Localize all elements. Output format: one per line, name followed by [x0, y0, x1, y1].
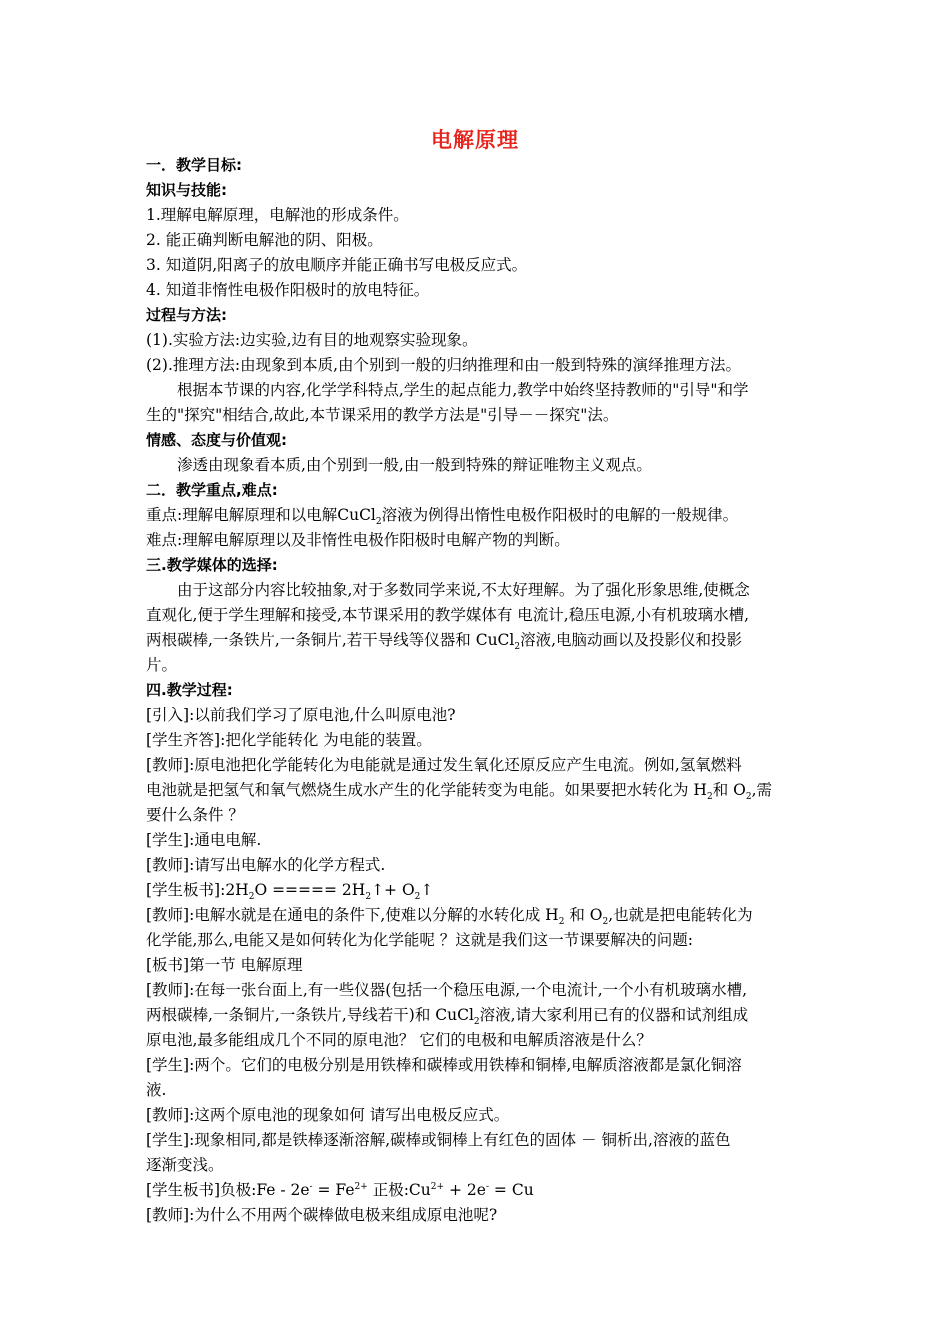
subheading-knowledge: 知识与技能: — [146, 181, 227, 199]
section-heading-objectives: 一．教学目标: — [146, 156, 242, 174]
dialogue-line: [学生齐答]:把化学能转化 为电能的装置。 — [146, 731, 432, 749]
dialogue-line: [教师]:在每一张台面上,有一些仪器(包括一个稳压电源,一个电流计,一个小有机玻璃水槽, — [146, 981, 748, 999]
dialogue-line: [教师]:为什么不用两个碳棒做电极来组成原电池呢? — [146, 1206, 498, 1224]
dialogue-line: 要什么条件 ？ — [146, 806, 244, 824]
dialogue-line: 逐渐变浅。 — [146, 1156, 224, 1174]
media-paragraph-line: 直观化,便于学生理解和接受,本节课采用的教学媒体有 电流计,稳压电源,小有机玻璃水槽, — [146, 606, 750, 624]
dialogue-line: 两根碳棒,一条铜片,一条铁片,导线若干)和 CuCl$_2$溶液,请大家利用已有的仪器和试剂组成 — [146, 1006, 749, 1028]
dialogue-line: [教师]:请写出电解水的化学方程式. — [146, 856, 386, 874]
dialogue-line: 原电池,最多能组成几个不同的原电池？ 它们的电极和电解质溶液是什么？ — [146, 1031, 652, 1049]
dialogue-line: 化学能,那么,电能又是如何转化为化学能呢 ？这就是我们这一节课要解决的问题: — [146, 931, 694, 949]
electrode-equation: [学生板书]负极:Fe - $2e^- = Fe^{2+}$ 正极$:Cu^{2+} + 2e^- = Cu$ — [146, 1181, 534, 1199]
document-body — [146, 153, 810, 1228]
goal-item: 1.理解电解原理，电解池的形成条件。 — [146, 206, 409, 224]
goal-item: 3. 知道阴,阳离子的放电顺序并能正确书写电极反应式。 — [146, 256, 528, 274]
section-heading-process: 四.教学过程: — [146, 681, 233, 699]
dialogue-line: 液. — [146, 1081, 167, 1099]
goal-item: 4. 知道非惰性电极作阳极时的放电特征。 — [146, 281, 430, 299]
section-heading-key-points: 二．教学重点,难点: — [146, 481, 278, 499]
subheading-process: 过程与方法: — [146, 306, 227, 324]
method-paragraph-line: 根据本节课的内容,化学学科特点,学生的起点能力,教学中始终坚持教师的"引导"和学 — [177, 381, 749, 399]
method-paragraph-line: 生的"探究"相结合,故此,本节课采用的教学方法是"引导－－探究"法。 — [146, 406, 619, 424]
dialogue-line: [教师]:原电池把化学能转化为电能就是通过发生氧化还原反应产生电流。例如,氢氧燃料 — [146, 756, 742, 774]
dialogue-line: [教师]:这两个原电池的现象如何 请写出电极反应式。 — [146, 1106, 510, 1124]
dialogue-line: [教师]:电解水就是在通电的条件下,使难以分解的水转化成 $H_2$ 和 $O_2$,也就是把电能转化为 — [146, 906, 753, 928]
chemical-equation: [学生板书]$:2H_2O$ ===== $2H_2↑+$ $O_2↑$ — [146, 881, 434, 903]
method-item: (1).实验方法:边实验,边有目的地观察实验现象。 — [146, 331, 478, 349]
goal-item: 2. 能正确判断电解池的阴、阳极。 — [146, 231, 383, 249]
attitude-text: 渗透由现象看本质,由个别到一般,由一般到特殊的辩证唯物主义观点。 — [177, 456, 652, 474]
subheading-attitude: 情感、态度与价值观: — [146, 431, 287, 449]
dialogue-line: 电池就是把氢气和氧气燃烧生成水产生的化学能转变为电能。如果要把水转化为 $H_2$和 $O_2$,需 — [146, 781, 772, 803]
dialogue-line: [学生]:两个。它们的电极分别是用铁棒和碳棒或用铁棒和铜棒,电解质溶液都是氯化铜溶 — [146, 1056, 742, 1074]
section-heading-media: 三.教学媒体的选择: — [146, 556, 278, 574]
method-item: (2).推理方法:由现象到本质,由个别到一般的归纳推理和由一般到特殊的演绎推理方法。 — [146, 356, 742, 374]
dialogue-line: [引入]:以前我们学习了原电池,什么叫原电池? — [146, 706, 456, 724]
difficulty-text: 难点:理解电解原理以及非惰性电极作阳极时电解产物的判断。 — [146, 531, 570, 549]
media-paragraph-line: 片。 — [146, 656, 178, 674]
dialogue-line: [学生]:通电电解. — [146, 831, 262, 849]
key-point-text: 重点:理解电解原理和以电解CuCl$_2$溶液为例得出惰性电极作阳极时的电解的一般规律。 — [146, 506, 739, 528]
document-title: 电解原理 — [431, 128, 519, 152]
media-paragraph-line: 由于这部分内容比较抽象,对于多数同学来说,不太好理解。为了强化形象思维,使概念 — [177, 581, 750, 599]
dialogue-line: [学生]:现象相同,都是铁棒逐渐溶解,碳棒或铜棒上有红色的固体 － 铜析出,溶液的蓝色 — [146, 1131, 731, 1149]
media-paragraph-line: 两根碳棒,一条铁片,一条铜片,若干导线等仪器和 CuCl$_2$溶液,电脑动画以及投影仪和投影 — [146, 631, 743, 653]
board-note: [板书]第一节 电解原理 — [146, 956, 303, 974]
